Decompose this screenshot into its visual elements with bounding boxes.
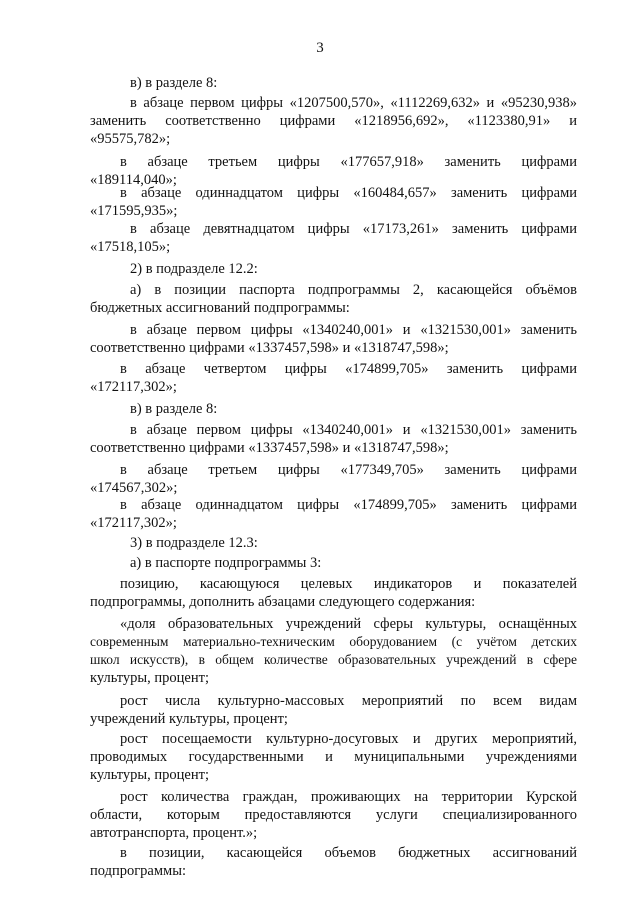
text-line: «доля образовательных учреждений сферы культуры, оснащённых (120, 616, 577, 632)
page-number: 3 (316, 40, 324, 56)
text-line: подпрограммы, дополнить абзацами следующего содержания: (90, 594, 476, 610)
text-line: «17518,105»; (90, 239, 171, 255)
text-line: а) в позиции паспорта подпрограммы 2, касающейся объёмов (130, 282, 577, 298)
text-line: в абзаце третьем цифры «177349,705» заменить цифрами (120, 462, 577, 478)
text-line: культуры, процент; (90, 670, 209, 686)
text-line: в абзаце одиннадцатом цифры «160484,657» заменить цифрами (120, 185, 577, 201)
text-line: «171595,935»; (90, 203, 178, 219)
text-line: в абзаце четвертом цифры «174899,705» заменить цифрами (120, 361, 577, 377)
text-line: в абзаце третьем цифры «177657,918» заменить цифрами (120, 154, 577, 170)
text-line: современным материально-техническим оборудованием (с учётом детских (90, 634, 577, 649)
text-line: в) в разделе 8: (130, 75, 218, 91)
text-line: позицию, касающуюся целевых индикаторов и показателей (120, 576, 577, 592)
text-line: в) в разделе 8: (130, 401, 218, 417)
text-line: заменить соответственно цифрами «1218956,692», «1123380,91» и (90, 113, 577, 129)
text-line: в абзаце первом цифры «1340240,001» и «1321530,001» заменить (130, 422, 577, 438)
text-line: в абзаце девятнадцатом цифры «17173,261» заменить цифрами (130, 221, 577, 237)
text-line: «174567,302»; (90, 480, 178, 496)
text-line: а) в паспорте подпрограммы 3: (130, 555, 322, 571)
text-line: «172117,302»; (90, 515, 177, 531)
text-line: подпрограммы: (90, 863, 186, 879)
text-line: рост количества граждан, проживающих на территории Курской (120, 789, 577, 805)
text-line: бюджетных ассигнований подпрограммы: (90, 300, 350, 316)
text-line: области, которым предоставляются услуги специализированного (90, 807, 577, 823)
text-line: 2) в подразделе 12.2: (130, 261, 258, 277)
text-line: культуры, процент; (90, 767, 209, 783)
text-line: «172117,302»; (90, 379, 177, 395)
text-line: в абзаце одиннадцатом цифры «174899,705» заменить цифрами (120, 497, 577, 513)
text-line: школ искусств), в общем количестве образовательных учреждений в сфере (90, 652, 577, 667)
text-line: проводимых государственными и муниципальными учреждениями (90, 749, 577, 765)
text-line: в позиции, касающейся объемов бюджетных ассигнований (120, 845, 577, 861)
text-line: учреждений культуры, процент; (90, 711, 288, 727)
text-line: «95575,782»; (90, 131, 171, 147)
text-line: 3) в подразделе 12.3: (130, 535, 258, 551)
text-line: рост числа культурно-массовых мероприятий по всем видам (120, 693, 577, 709)
text-line: соответственно цифрами «1337457,598» и «1318747,598»; (90, 340, 449, 356)
text-line: соответственно цифрами «1337457,598» и «1318747,598»; (90, 440, 449, 456)
text-line: рост посещаемости культурно-досуговых и других мероприятий, (120, 731, 577, 747)
text-line: автотранспорта, процент.»; (90, 825, 258, 841)
text-line: в абзаце первом цифры «1340240,001» и «1321530,001» заменить (130, 322, 577, 338)
text-line: в абзаце первом цифры «1207500,570», «1112269,632» и «95230,938» (130, 95, 577, 111)
text-line: «189114,040»; (90, 172, 177, 188)
